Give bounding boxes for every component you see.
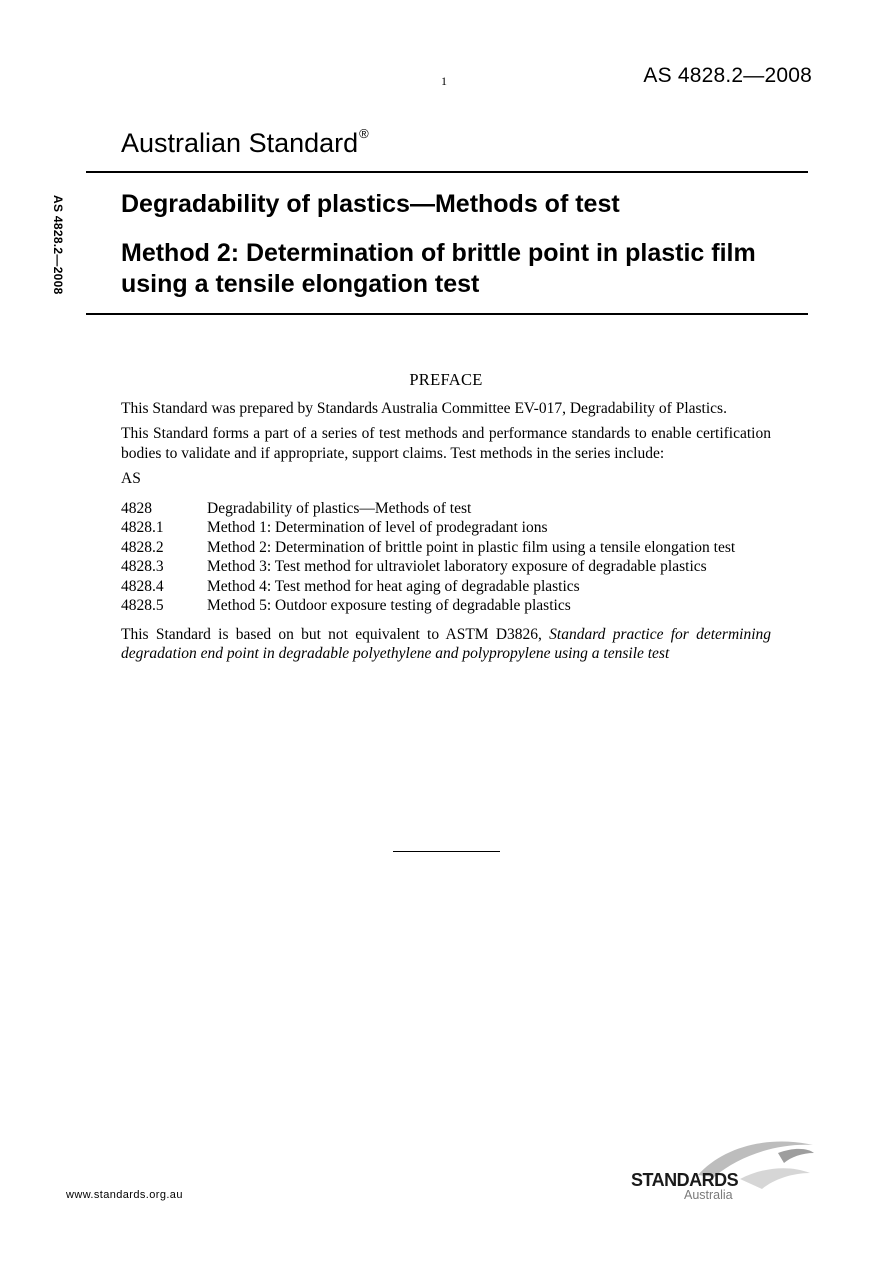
basis-paragraph: [121, 625, 771, 664]
series-number: 4828.5: [121, 597, 164, 614]
page-number: 1: [441, 74, 447, 88]
basis-text: This Standard is based on but not equivalent to ASTM D3826,: [121, 625, 542, 643]
series-title: Degradability of plastics—Methods of test: [207, 499, 472, 517]
preface-section: [121, 370, 771, 670]
list-item: [121, 518, 771, 538]
logo-main-text: STANDARDS: [631, 1170, 739, 1190]
bottom-rule: [86, 313, 808, 315]
list-item: [121, 577, 771, 597]
standard-series-title-text: Australian Standard: [121, 128, 359, 158]
series-number: 4828.2: [121, 538, 164, 556]
footer-url: www.standards.org.au: [66, 1189, 183, 1201]
top-rule: [86, 171, 808, 173]
preface-heading: PREFACE: [409, 370, 483, 389]
series-list: [121, 499, 771, 616]
main-title: Degradability of plastics—Methods of test: [121, 190, 620, 218]
series-number: 4828.3: [121, 558, 164, 575]
document-id: AS 4828.2—2008: [643, 64, 812, 87]
preface-paragraph-2: This Standard forms a part of a series of test methods and performance standards to enable certification bodies to validate and if appropriate, support claims. Test methods in the series include:: [121, 425, 771, 462]
series-prefix: AS: [121, 470, 141, 487]
standards-australia-logo: [628, 1133, 818, 1213]
basis-title: Standard practice for determining degradation end point in degradable polyethylene and polypropylene using a tensile test: [121, 625, 771, 662]
series-number: 4828: [121, 499, 152, 517]
method-title: Method 2: Determination of brittle point in plastic film using a tensile elongation test: [121, 239, 756, 298]
side-document-id: AS 4828.2—2008: [51, 195, 65, 295]
list-item: [121, 538, 771, 558]
list-item: [121, 596, 771, 616]
end-of-preface-rule: [393, 851, 500, 852]
preface-paragraph-1: This Standard was prepared by Standards Australia Committee EV-017, Degradability of Plastics.: [121, 399, 727, 417]
logo-sub-text: Australia: [684, 1188, 733, 1202]
list-item: [121, 557, 771, 577]
standard-series-title: [121, 128, 369, 159]
series-number: 4828.1: [121, 519, 164, 536]
series-number: 4828.4: [121, 577, 164, 595]
series-title: Method 5: Outdoor exposure testing of degradable plastics: [207, 597, 571, 614]
series-title: Method 3: Test method for ultraviolet laboratory exposure of degradable plastics: [207, 558, 707, 575]
list-item: [121, 499, 771, 519]
series-title: Method 2: Determination of brittle point in plastic film using a tensile elongation test: [207, 538, 736, 556]
registered-mark: ®: [359, 126, 369, 141]
series-title: Method 4: Test method for heat aging of degradable plastics: [207, 577, 580, 595]
series-title: Method 1: Determination of level of prodegradant ions: [207, 519, 548, 536]
